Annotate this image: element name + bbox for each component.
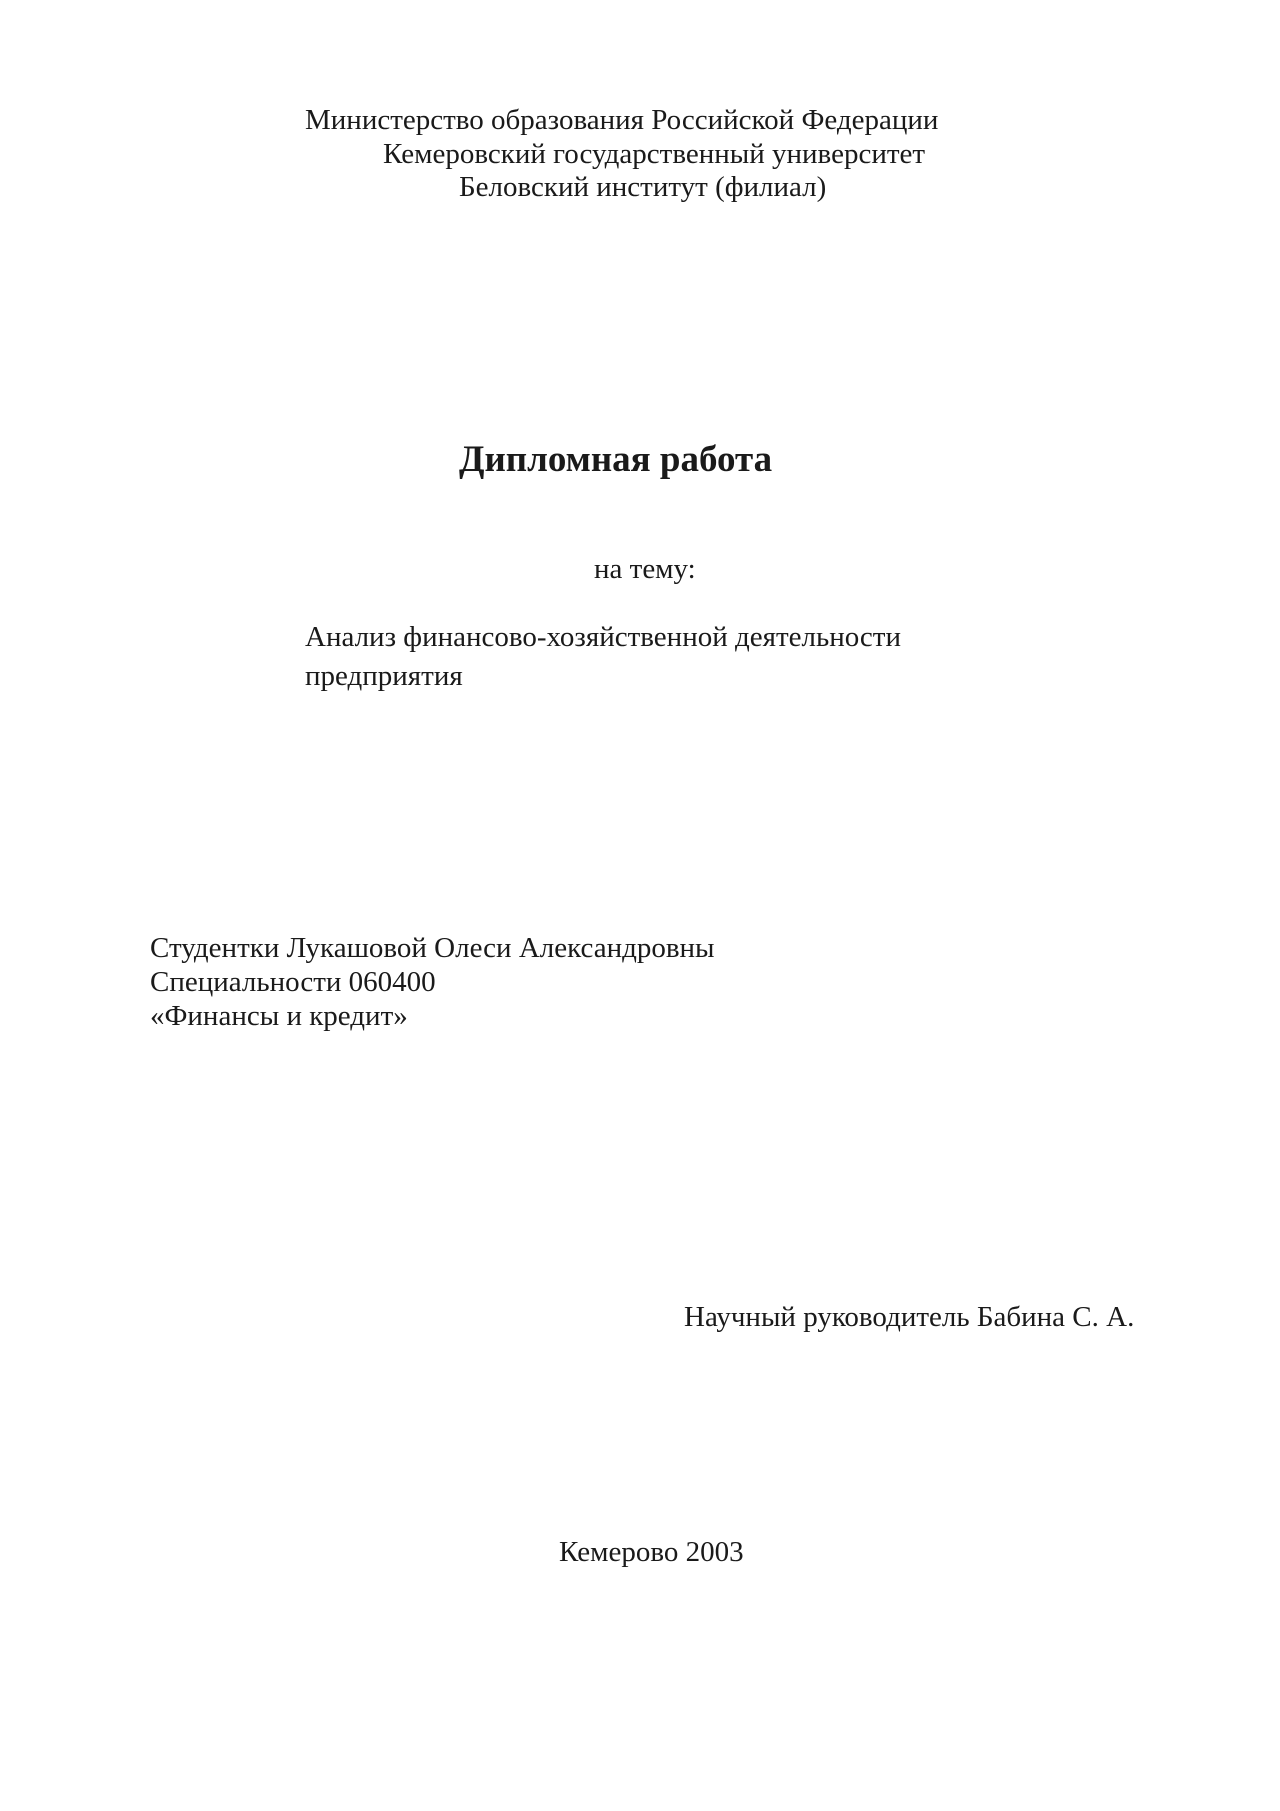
supervisor: Научный руководитель Бабина С. А. bbox=[684, 1301, 1135, 1333]
university-name: Кемеровский государственный университет bbox=[383, 138, 926, 170]
topic-line-1: Анализ финансово-хозяйственной деятельности bbox=[305, 621, 902, 653]
city-year: Кемерово 2003 bbox=[559, 1536, 744, 1568]
ministry-name: Министерство образования Российской Федерации bbox=[305, 104, 939, 136]
document-title: Дипломная работа bbox=[459, 439, 773, 480]
student-name: Студентки Лукашовой Олеси Александровны bbox=[150, 932, 715, 964]
specialty-name: «Финансы и кредит» bbox=[150, 1000, 408, 1032]
topic-line-2: предприятия bbox=[305, 660, 463, 692]
student-specialty: Специальности 060400 bbox=[150, 966, 436, 998]
institute-name: Беловский институт (филиал) bbox=[459, 171, 827, 203]
topic-intro: на тему: bbox=[594, 553, 696, 585]
